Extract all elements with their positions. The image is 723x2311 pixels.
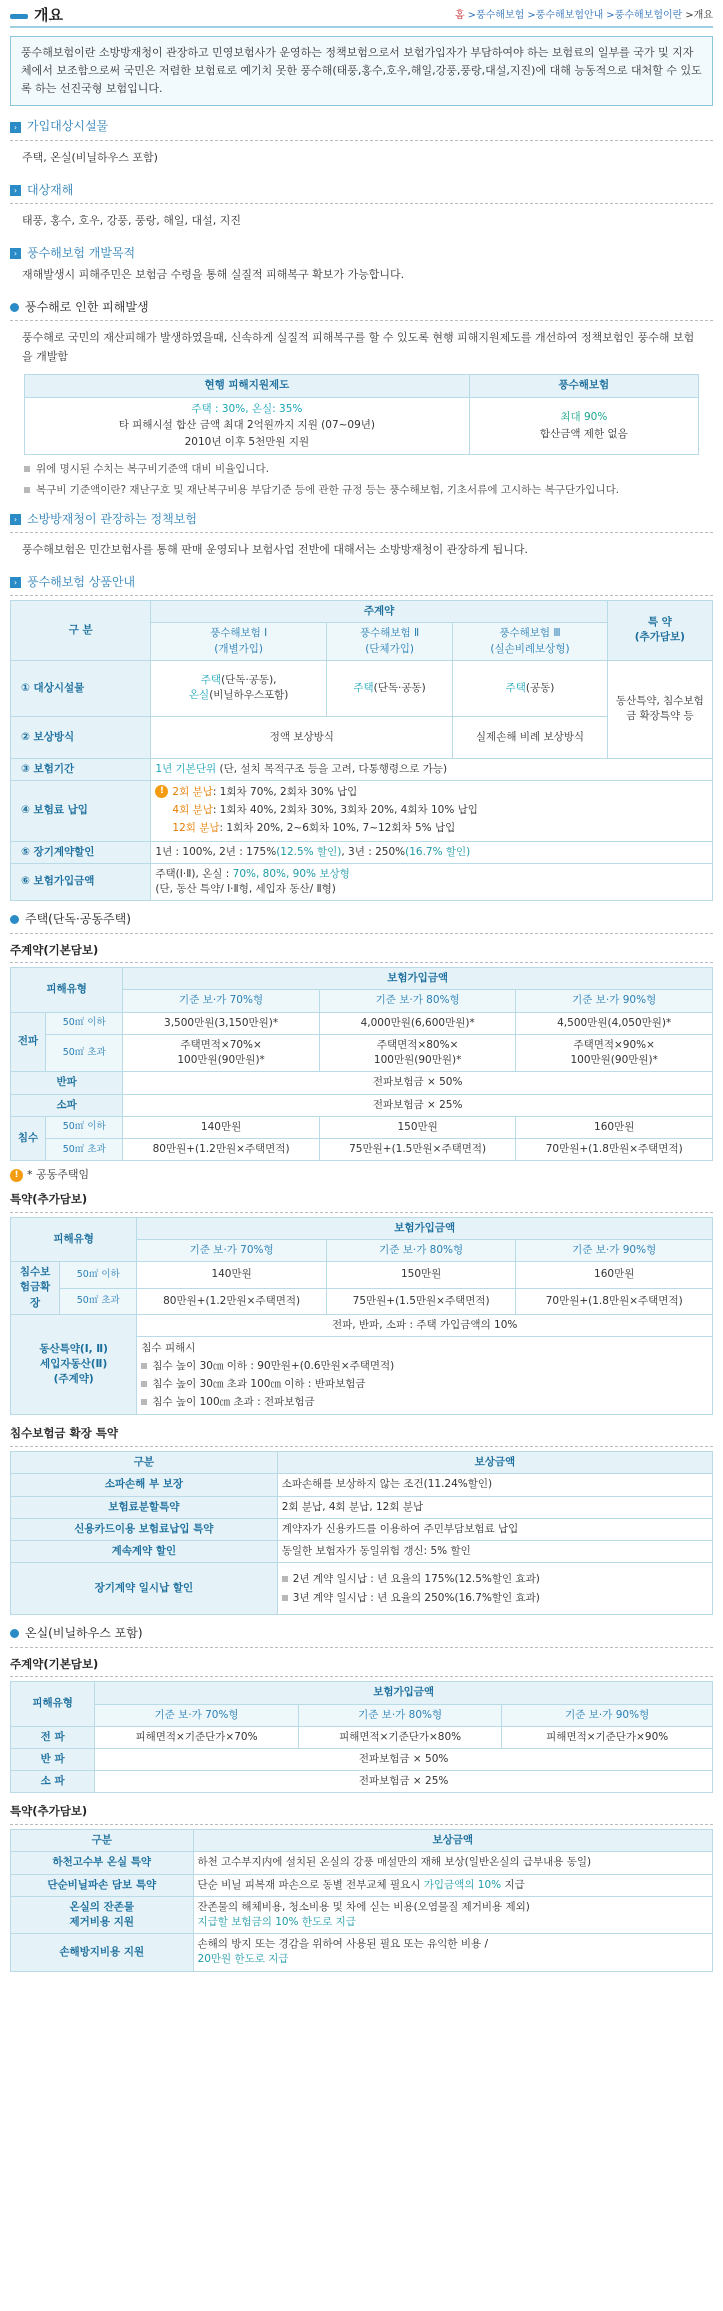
product-table	[10, 600, 713, 901]
row-header: 50㎡ 초과	[60, 1288, 137, 1314]
divider	[10, 1824, 713, 1825]
row-header: ⑥ 보험가입금액	[11, 863, 151, 900]
warning-icon: !	[10, 1169, 23, 1182]
table-cell: 1년 기본단위 (단, 설치 목적구조 등을 고려, 다통행령으로 가능)	[151, 758, 713, 780]
arrow-icon: ›	[10, 185, 21, 196]
table-header: 기준 보·가 70%형	[123, 990, 320, 1012]
table-cell: 주택면적×70%× 100만원(90만원)*	[123, 1034, 320, 1071]
table-cell: 75만원+(1.5만원×주택면적)	[319, 1138, 516, 1160]
row-header: 장기계약 일시납 할인	[11, 1563, 278, 1615]
support-compare-table	[24, 374, 699, 455]
table-cell: 단순 비닐 피복재 파손으로 동별 전부교체 필요시 가입금액의 10% 지급	[193, 1874, 712, 1896]
section-text-purpose: 재해발생시 피해주민은 보험금 수령을 통해 실질적 피해복구 확보가 가능합니다.	[22, 267, 405, 281]
row-header: 침수	[11, 1116, 46, 1160]
section-title-targets: › 가입대상시설물	[10, 118, 713, 135]
subsection-title: 주계약(기본담보)	[10, 942, 99, 957]
table-cell: 4,500만원(4,050만원)*	[516, 1012, 713, 1034]
table-cell: 140만원	[123, 1116, 320, 1138]
table-cell: 80만원+(1.2만원×주택면적)	[137, 1288, 327, 1314]
table-header: 기준 보·가 90%형	[516, 990, 713, 1012]
row-header: 보험료분할특약	[11, 1496, 278, 1518]
square-bullet-icon	[282, 1576, 288, 1582]
divider	[10, 962, 713, 963]
row-header: ⑤ 장기계약할인	[11, 841, 151, 863]
subsection-title: 특약(추가담보)	[10, 1192, 88, 1207]
row-header: 온실의 잔존물 제거비용 지원	[11, 1896, 194, 1933]
table-header: 기준 보·가 90%형	[502, 1704, 713, 1726]
row-header: ① 대상시설물	[11, 660, 151, 716]
table-cell: 160만원	[516, 1262, 713, 1288]
section-title-policy: › 소방방재청이 관장하는 정책보험	[10, 511, 713, 528]
arrow-icon: ›	[10, 514, 21, 525]
footnote: ! * 공동주택임	[10, 1167, 713, 1183]
table-header: 풍수해보험 Ⅰ (개별가입)	[151, 623, 327, 660]
intro-box: 풍수해보험이란 소방방재청이 관장하고 민영보험사가 운영하는 정책보험으로서 보험가입자가 부담하여야 하는 보험료의 일부를 국가 및 지자체에서 보조함으로써 국민은 저렴한 보험료로 예기치 못한 풍수해(태풍,홍수,호우,해일,강풍,풍랑,대설,지진)에 대해 능동적으로 대처할 수 있도록 하는 선진국형 보험입니다.	[10, 36, 713, 106]
row-header: ③ 보험기간	[11, 758, 151, 780]
square-bullet-icon	[24, 466, 30, 472]
table-cell: 4,000만원(6,600만원)*	[319, 1012, 516, 1034]
bullet-icon	[10, 1629, 19, 1638]
divider	[10, 320, 713, 321]
table-header: 보상금액	[277, 1452, 712, 1474]
note: 위에 명시된 수치는 복구비기준액 대비 비율입니다.	[10, 459, 713, 480]
table-cell: 2년 계약 일시납 : 년 요율의 175%(12.5%할인 효과) 3년 계약 일시납 : 년 요율의 250%(16.7%할인 효과)	[277, 1563, 712, 1615]
divider	[10, 595, 713, 596]
table-cell: 70만원+(1.8만원×주택면적)	[516, 1138, 713, 1160]
table-cell: 전파, 반파, 소파 : 주택 가입금액의 10%	[137, 1314, 713, 1336]
table-cell: 전파보험금 × 50%	[123, 1072, 713, 1094]
row-header: ④ 보험료 납입	[11, 780, 151, 841]
row-header: ② 보상방식	[11, 716, 151, 758]
greenhouse-main-table	[10, 1681, 713, 1793]
table-cell: 동산특약, 침수보험금 확장특약 등	[607, 660, 712, 758]
table-cell: ! 2회 분납: 1회차 70%, 2회차 30% 납입 4회 분납: 1회차 40%, 2회차 30%, 3회차 20%, 4회차 10% 납입 12회 분납: 1회차 20%, 2~6회차 10%, 7~12회차 5% 납입	[151, 780, 713, 841]
table-header: 현행 피해지원제도	[25, 375, 470, 397]
divider	[10, 933, 713, 934]
table-cell: 최대 90% 합산금액 제한 없음	[469, 397, 698, 454]
divider	[10, 532, 713, 533]
divider	[10, 140, 713, 141]
divider	[10, 1446, 713, 1447]
page-title	[10, 5, 63, 27]
arrow-icon: ›	[10, 248, 21, 259]
square-bullet-icon	[141, 1399, 147, 1405]
table-cell: 주택면적×90%× 100만원(90만원)*	[516, 1034, 713, 1071]
arrow-icon: ›	[10, 122, 21, 133]
table-header: 풍수해보험	[469, 375, 698, 397]
subsection-title: 주계약(기본담보)	[10, 1656, 99, 1671]
table-cell: 주택(Ⅰ·Ⅱ), 온실 : 70%, 80%, 90% 보상형 (단, 동산 특약/ Ⅰ·Ⅱ형, 세입자 동산/ Ⅱ형)	[151, 863, 713, 900]
table-header: 풍수해보험 Ⅱ (단체가입)	[326, 623, 452, 660]
page-title-text: 개요	[34, 6, 63, 25]
row-header: 침수보험금확장	[11, 1262, 60, 1315]
table-cell: 소파손해를 보상하지 않는 조건(11.24%할인)	[277, 1474, 712, 1496]
table-header: 피해유형	[11, 1682, 95, 1726]
table-header: 보험가입금액	[137, 1217, 713, 1239]
table-cell: 실제손해 비례 보상방식	[453, 716, 607, 758]
note: 복구비 기준액이란? 재난구호 및 재난복구비용 부담기준 등에 관한 규정 등는 풍수해보험, 기초서류에 고시하는 복구단가입니다.	[10, 480, 713, 501]
row-header: 신용카드이용 보험료납입 특약	[11, 1518, 278, 1540]
table-header: 기준 보·가 80%형	[326, 1240, 516, 1262]
table-header: 기준 보·가 80%형	[298, 1704, 502, 1726]
table-cell: 주택면적×80%× 100만원(90만원)*	[319, 1034, 516, 1071]
table-header: 피해유형	[11, 1217, 137, 1261]
section-title-purpose: › 풍수해보험 개발목적	[10, 245, 713, 262]
breadcrumb-item[interactable]: >풍수해보험안내	[527, 9, 604, 21]
section-title-house: 주택(단독·공동주택)	[10, 911, 713, 928]
square-bullet-icon	[141, 1363, 147, 1369]
square-bullet-icon	[282, 1595, 288, 1601]
row-header: 50㎡ 초과	[46, 1034, 123, 1071]
title-bar-icon	[10, 14, 28, 19]
breadcrumb-item[interactable]: >풍수해보험이란	[606, 9, 683, 21]
square-bullet-icon	[24, 487, 30, 493]
row-header: 전 파	[11, 1726, 95, 1748]
page-header	[10, 6, 713, 28]
table-cell: 정액 보상방식	[151, 716, 453, 758]
subsection-title: 침수보험금 확장 특약	[10, 1426, 118, 1441]
table-cell: 주택 : 30%, 온실: 35% 타 피해시설 합산 금액 최대 2억원까지 지원 (07~09년) 2010년 이후 5천만원 지원	[25, 397, 470, 454]
table-cell: 150만원	[326, 1262, 516, 1288]
table-cell: 피해면적×기준단가×90%	[502, 1726, 713, 1748]
row-header: 전파	[11, 1012, 46, 1072]
table-cell: 140만원	[137, 1262, 327, 1288]
table-cell: 하천 고수부지内에 설치된 온실의 강풍 매설만의 재해 보상(일반온실의 급부내용 동일)	[193, 1852, 712, 1874]
table-header: 구분	[11, 1452, 278, 1474]
row-header: 50㎡ 이하	[60, 1262, 137, 1288]
table-header: 구 분	[11, 601, 151, 661]
row-header: 50㎡ 이하	[46, 1012, 123, 1034]
arrow-icon: ›	[10, 577, 21, 588]
table-cell: 70만원+(1.8만원×주택면적)	[516, 1288, 713, 1314]
section-text-targets: 주택, 온실(비닐하우스 포함)	[22, 150, 158, 164]
table-header: 주계약	[151, 601, 607, 623]
row-header: 반파	[11, 1072, 123, 1094]
section-text-damage: 풍수해로 국민의 재산피해가 발생하였을때, 신속하게 실질적 피해복구를 할 수 있도록 현행 피해지원제도를 개선하여 정책보험인 풍수해 보험을 개발함	[22, 331, 695, 363]
section-title-disasters: › 대상재해	[10, 182, 713, 199]
divider	[10, 1212, 713, 1213]
table-cell: 3,500만원(3,150만원)*	[123, 1012, 320, 1034]
table-cell: 계약자가 신용카드를 이용하여 주민부담보험료 납입	[277, 1518, 712, 1540]
greenhouse-special-table	[10, 1829, 713, 1972]
section-title-damage: 풍수해로 인한 피해발생	[10, 299, 713, 316]
row-header: 소파	[11, 1094, 123, 1116]
table-header: 보험가입금액	[95, 1682, 713, 1704]
row-header: 동산특약(Ⅰ, Ⅱ) 세입자동산(Ⅱ) (주계약)	[11, 1314, 137, 1415]
row-header: 50㎡ 이하	[46, 1116, 123, 1138]
table-cell: 동일한 보험자가 동일위험 갱신: 5% 할인	[277, 1541, 712, 1563]
breadcrumb-current: >개요	[685, 9, 713, 21]
divider	[10, 1676, 713, 1677]
subsection-title: 특약(추가담보)	[10, 1804, 88, 1819]
table-cell: 1년 : 100%, 2년 : 175%(12.5% 할인), 3년 : 250%(16.7% 할인)	[151, 841, 713, 863]
table-cell: 잔존물의 해체비용, 청소비용 및 차에 싣는 비용(오염물질 제거비용 제외) 지급할 보험금의 10% 한도로 지급	[193, 1896, 712, 1933]
table-cell: 2회 분납, 4회 분납, 12회 분납	[277, 1496, 712, 1518]
section-text-policy: 풍수해보험은 민간보험사를 통해 판매 운영되나 보험사업 전반에 대해서는 소방방재청이 관장하게 됩니다.	[22, 543, 529, 557]
table-cell: 주택(단독·공동)	[326, 660, 452, 716]
breadcrumb-item[interactable]: >풍수해보험	[467, 9, 525, 21]
row-header: 50㎡ 초과	[46, 1138, 123, 1160]
divider	[10, 203, 713, 204]
extension-special-table	[10, 1451, 713, 1615]
table-cell: 손해의 방지 또는 경감을 위하여 사용된 필요 또는 유익한 비용 / 20만원 한도로 지급	[193, 1934, 712, 1971]
table-cell: 침수 피해시 침수 높이 30㎝ 이하 : 90만원+(0.6만원×주택면적) 침수 높이 30㎝ 초과 100㎝ 이하 : 반파보험금 침수 높이 100㎝ 초과 : 전파보험금	[137, 1337, 713, 1415]
table-header: 특 약 (추가담보)	[607, 601, 712, 661]
table-cell: 160만원	[516, 1116, 713, 1138]
section-title-products: › 풍수해보험 상품안내	[10, 574, 713, 591]
row-header: 소파손해 부 보장	[11, 1474, 278, 1496]
table-cell: 피해면적×기준단가×80%	[298, 1726, 502, 1748]
breadcrumb-home[interactable]: 홈	[454, 9, 465, 21]
table-cell: 80만원+(1.2만원×주택면적)	[123, 1138, 320, 1160]
row-header: 하천고수부 온실 특약	[11, 1852, 194, 1874]
bullet-icon	[10, 303, 19, 312]
table-header: 피해유형	[11, 968, 123, 1012]
row-header: 반 파	[11, 1748, 95, 1770]
table-header: 기준 보·가 70%형	[137, 1240, 327, 1262]
row-header: 단순비닐파손 담보 특약	[11, 1874, 194, 1896]
table-cell: 150만원	[319, 1116, 516, 1138]
table-header: 기준 보·가 90%형	[516, 1240, 713, 1262]
table-cell: 전파보험금 × 25%	[95, 1771, 713, 1793]
table-header: 기준 보·가 80%형	[319, 990, 516, 1012]
section-text-disasters: 태풍, 홍수, 호우, 강풍, 풍랑, 해일, 대설, 지진	[22, 213, 241, 227]
table-cell: 주택(공동)	[453, 660, 607, 716]
square-bullet-icon	[141, 1381, 147, 1387]
table-cell: 전파보험금 × 50%	[95, 1748, 713, 1770]
table-cell: 피해면적×기준단가×70%	[95, 1726, 299, 1748]
divider	[10, 1647, 713, 1648]
section-title-greenhouse: 온실(비닐하우스 포함)	[10, 1625, 713, 1642]
house-special-table	[10, 1217, 713, 1416]
table-cell: 75만원+(1.5만원×주택면적)	[326, 1288, 516, 1314]
table-header: 구분	[11, 1830, 194, 1852]
house-main-table	[10, 967, 713, 1161]
row-header: 계속계약 할인	[11, 1541, 278, 1563]
warning-icon: !	[155, 785, 168, 798]
table-cell: 주택(단독·공동), 온실(비닐하우스포함)	[151, 660, 327, 716]
bullet-icon	[10, 915, 19, 924]
table-cell: 전파보험금 × 25%	[123, 1094, 713, 1116]
table-header: 풍수해보험 Ⅲ (실손비례보상형)	[453, 623, 607, 660]
table-header: 보험가입금액	[123, 968, 713, 990]
breadcrumb	[455, 9, 713, 24]
row-header: 손해방지비용 지원	[11, 1934, 194, 1971]
table-header: 보상금액	[193, 1830, 712, 1852]
table-header: 기준 보·가 70%형	[95, 1704, 299, 1726]
row-header: 소 파	[11, 1771, 95, 1793]
